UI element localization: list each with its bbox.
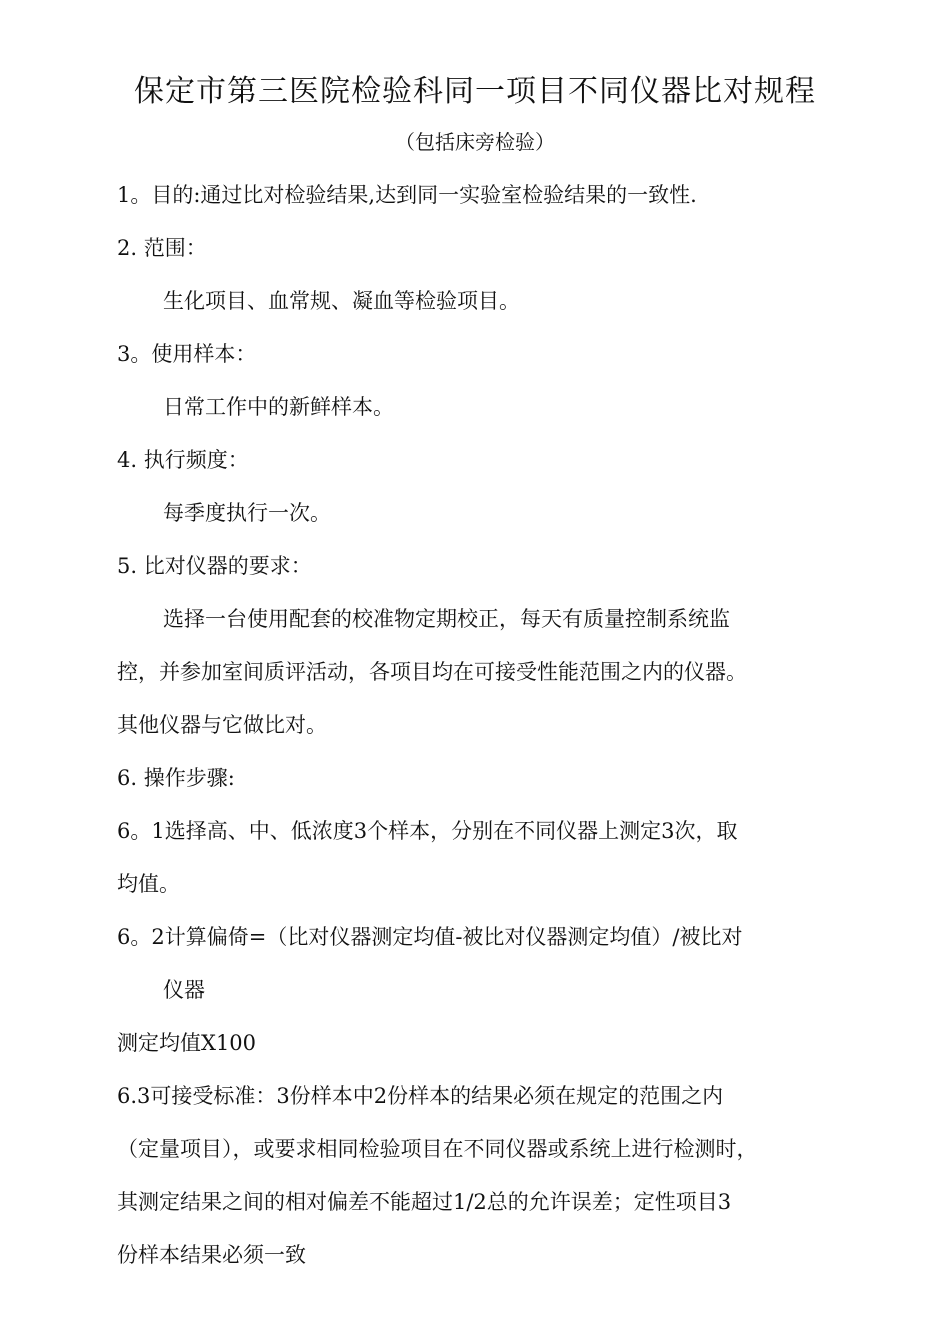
document-title: 保定市第三医院检验科同一项目不同仪器比对规程: [134, 74, 816, 109]
step-6-3-line-3: 其测定结果之间的相对偏差不能超过1/2总的允许误差；定性项目3: [117, 1190, 732, 1214]
section-3-body: 日常工作中的新鲜样本。: [163, 395, 394, 419]
document-subtitle: （包括床旁检验）: [395, 130, 555, 154]
section-3-heading: 3。使用样本：: [117, 342, 257, 366]
step-6-3-line-2: （定量项目），或要求相同检验项目在不同仪器或系统上进行检测时，: [117, 1137, 758, 1161]
step-6-2-line-3: 测定均值X100: [117, 1031, 257, 1055]
step-6-3-line-1: 6.3可接受标准：3份样本中2份样本的结果必须在规定的范围之内: [117, 1084, 724, 1108]
step-6-1-line-2: 均值。: [117, 872, 180, 896]
section-1-purpose: 1。目的:通过比对检验结果,达到同一实验室检验结果的一致性.: [117, 183, 697, 207]
section-5-heading: 5. 比对仪器的要求：: [117, 554, 312, 578]
section-2-body: 生化项目、血常规、凝血等检验项目。: [163, 289, 520, 313]
step-6-3-line-4: 份样本结果必须一致: [117, 1243, 306, 1267]
step-6-2-line-2: 仪器: [163, 978, 205, 1002]
section-4-body: 每季度执行一次。: [163, 501, 331, 525]
section-5-body-line-1: 选择一台使用配套的校准物定期校正，每天有质量控制系统监: [163, 607, 730, 631]
section-5-body-line-2: 控，并参加室间质评活动，各项目均在可接受性能范围之内的仪器。: [117, 660, 747, 684]
section-2-heading: 2. 范围：: [117, 236, 207, 260]
section-6-heading: 6. 操作步骤:: [117, 766, 235, 790]
step-6-1-line-1: 6。1选择高、中、低浓度3个样本，分别在不同仪器上测定3次，取: [117, 819, 738, 843]
section-4-heading: 4. 执行频度：: [117, 448, 249, 472]
step-6-2-line-1: 6。2计算偏倚=（比对仪器测定均值-被比对仪器测定均值）/被比对: [117, 925, 743, 949]
section-5-body-line-3: 其他仪器与它做比对。: [117, 713, 327, 737]
